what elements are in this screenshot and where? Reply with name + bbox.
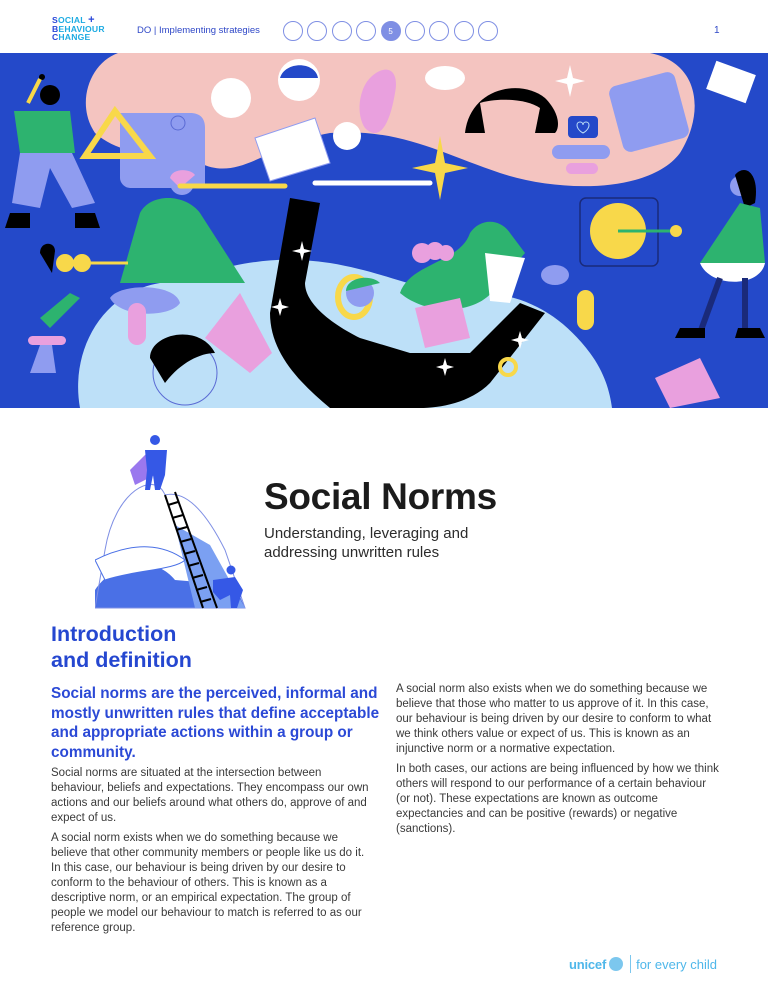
heading-line-1: Introduction bbox=[51, 622, 177, 646]
ladder-illustration bbox=[95, 430, 255, 610]
step-dot-7[interactable] bbox=[429, 21, 449, 41]
step-dot-6[interactable] bbox=[405, 21, 425, 41]
hill-ladder-figures-icon bbox=[95, 430, 255, 610]
step-dot-8[interactable] bbox=[454, 21, 474, 41]
orchestra-illustration bbox=[0, 53, 768, 408]
hero-illustration bbox=[0, 53, 768, 408]
page-subtitle: Understanding, leveraging and addressing unwritten rules bbox=[264, 525, 469, 561]
body-column-right bbox=[396, 682, 721, 842]
body-paragraph: A social norm also exists when we do something because we believe that those who matter to us approve of it. In this case, our behaviour is being driven by our desire to conform to what we think others value or expect of us. This is known as an injunctive norm or a normative expectation. bbox=[396, 683, 712, 755]
lead-paragraph: Social norms are the perceived, informal and mostly unwritten rules that define acceptable and appropriate actions within a group or community. bbox=[51, 685, 380, 761]
unicef-globe-icon bbox=[609, 957, 623, 971]
step-progress bbox=[283, 21, 498, 41]
body-paragraph: In both cases, our actions are being influenced by how we think others will respond to our performance of a certain behaviour (or not). These expectations are known as outcome expectancies and can be positive (rewards) or negative (sanctions). bbox=[396, 763, 719, 835]
logo-text: HANGE bbox=[58, 32, 91, 43]
logo-text: EHAVIOUR bbox=[58, 23, 105, 34]
step-dot-5-active[interactable]: 5 bbox=[381, 21, 401, 41]
logo-letter: S bbox=[52, 15, 58, 25]
logo-letter: B bbox=[52, 23, 59, 34]
body-paragraph: A social norm exists when we do something because we believe that other community members or people like us do it. In this case, our behaviour is being driven by our desire to conform to the behaviour of others. This is known as a descriptive norm, or an empirical expectation. The group of people we model our behaviour to match is referred to as our reference group. bbox=[51, 832, 365, 934]
tagline: for every child bbox=[636, 956, 718, 972]
page-number: 1 bbox=[714, 25, 720, 36]
step-dot-3[interactable] bbox=[332, 21, 352, 41]
body-column-left bbox=[51, 766, 376, 941]
plus-icon: + bbox=[88, 14, 95, 26]
sbc-logo bbox=[52, 16, 105, 42]
section-heading bbox=[51, 621, 351, 673]
unicef-wordmark: unicef bbox=[569, 956, 607, 972]
logo-letter: C bbox=[52, 32, 59, 43]
page-title: Social Norms bbox=[264, 476, 497, 517]
step-dot-1[interactable] bbox=[283, 21, 303, 41]
step-dot-9[interactable] bbox=[478, 21, 498, 41]
step-dot-4[interactable] bbox=[356, 21, 376, 41]
divider bbox=[630, 955, 631, 973]
page-header bbox=[0, 0, 768, 53]
heading-line-2: and definition bbox=[51, 648, 192, 672]
logo-text: OCIAL bbox=[57, 15, 86, 25]
body-paragraph: Social norms are situated at the intersection between behaviour, beliefs and expectations. They encompass our own actions and our beliefs around what others do, approve of and expect of us. bbox=[51, 767, 369, 824]
step-dot-2[interactable] bbox=[307, 21, 327, 41]
unicef-footer-logo bbox=[569, 955, 717, 973]
section-label: DO | Implementing strategies bbox=[137, 25, 260, 36]
